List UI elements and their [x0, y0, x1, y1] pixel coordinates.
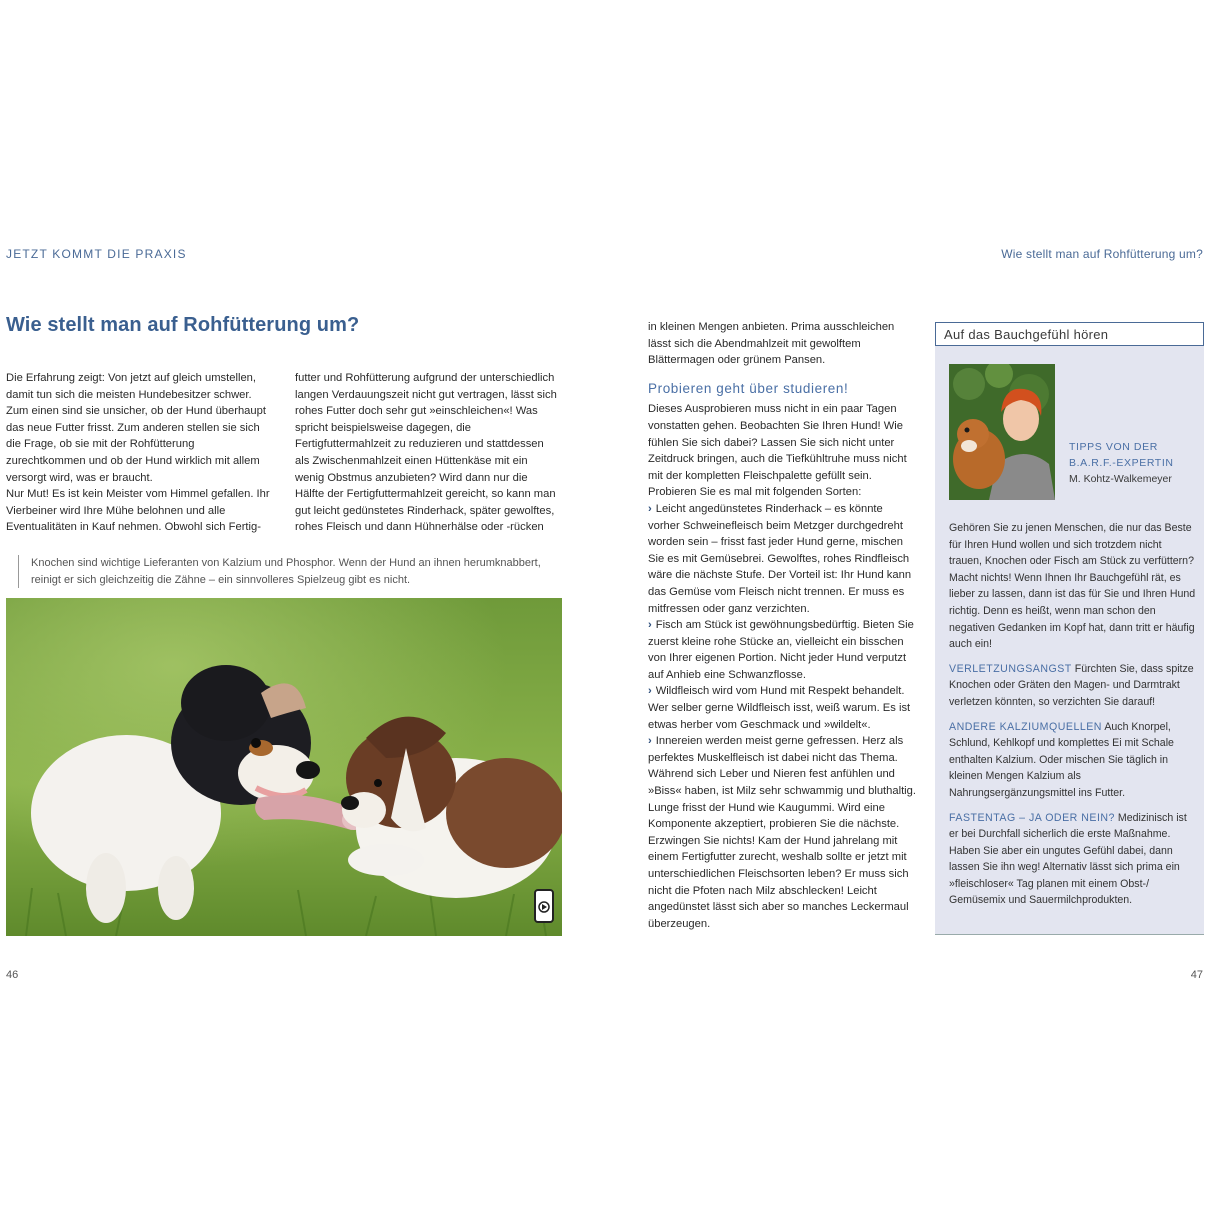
expert-role: TIPPS VON DER [1069, 441, 1158, 453]
list-item: › Fisch am Stück ist gewöhnungsbedürftig. Bieten Sie zuerst kleine rohe Stücke an, vielleicht ein bisschen von Ihrer eigenen Portion. Nicht jeder Hund verputzt auf Anhieb eine Schwanzflosse. [648, 619, 914, 681]
tip-item: VERLETZUNGSANGST Fürchten Sie, dass spitze Knochen oder Gräten den Magen- und Darmtrakt verletzen könnten, so verzichten Sie darauf! [949, 662, 1194, 708]
puppies-photo [6, 598, 562, 936]
paragraph: futter und Rohfütterung aufgrund der unterschiedlich langen Verdauungszeit nicht gut vertragen, lässt sich rohes Futter doch sehr gut »einschleichen«! Was spricht beispielsweise dagegen, die Fertigfuttermahlzeit zu reduzieren und stattdessen als Zwischenmahlzeit einen Hüttenkäse mit ein wenig Obstmus anzubieten? Wird dann nur die Hälfte der Fertigfuttermahlzeit gereicht, so kann man gut leicht gedünstetes Rinderhack, später gewolftes, rohes Fleisch und dann Hühnerhälse oder -rücken [295, 372, 557, 534]
page-title: Wie stellt man auf Rohfütterung um? [6, 314, 360, 336]
text-column-3 [648, 319, 916, 932]
running-head-left: JETZT KOMMT DIE PRAXIS [6, 247, 187, 261]
page-number-left: 46 [6, 969, 19, 981]
tip-keyword: FASTENTAG – JA ODER NEIN? [949, 811, 1115, 824]
text-column-1 [6, 370, 270, 536]
list-item: › Wildfleisch wird vom Hund mit Respekt behandelt. Wer selber gerne Wildfleisch isst, weiß warum. Es ist etwas herber vom Geschmack und »wildelt«. [648, 685, 911, 731]
list-item: › Innereien werden meist gerne gefressen. Herz als perfektes Muskelfleisch ist dabei nicht das Thema. Während sich Leber und Nieren fest anfühlen und »Biss« haben, ist Milz sehr schwammig und bluthaltig. Lunge frisst der Hund wie Kaugummi. Wird eine Komponente akzeptiert, probieren Sie die nächste. Erzwingen Sie nichts! Kam der Hund jahrelang mit einem Fertigfutter zurecht, weshalb sollte er jetzt mit unterschiedlichen Fleischsorten leben? Er muss sich nicht die Pfoten nach Milz abschlecken! Leicht angedünstet lässt sich aber so manches Leckermaul überzeugen. [648, 735, 917, 930]
expert-portrait [949, 364, 1055, 500]
sidebar-intro: Gehören Sie zu jenen Menschen, die nur das Beste für Ihren Hund wollen und sich trotzdem nicht trauen, Knochen oder Fisch am Stück zu verfüttern? Macht nichts! Wenn Ihnen Ihr Bauchgefühl rät, es lieber zu lassen, dann ist das für Sie und Ihren Hund richtig. Denn es heißt, wenn man schon den negativen Gedanken im Kopf hat, dann tritt er häufig auch ein! [949, 522, 1196, 651]
text-column-2 [295, 370, 559, 536]
list-item: › Leicht angedünstetes Rinderhack – es könnte vorher Schweinefleisch beim Metzger durchgedreht worden sein – frisst fast jeder Hund gerne, mischen Sie es mit Gemüsebrei. Gewolftes, rohes Rindfleisch wäre die nächste Stufe. Der Vorteil ist: Ihr Hund kann das Gemüse vom Fleisch nicht trennen. Er muss es mitfressen oder ganz verzichten. [648, 502, 912, 615]
bullet-marker: › [648, 685, 652, 698]
bullet-marker: › [648, 619, 652, 632]
tip-keyword: VERLETZUNGSANGST [949, 662, 1072, 675]
paragraph: Die Erfahrung zeigt: Von jetzt auf gleich umstellen, damit tun sich die meisten Hundebesitzer schwer. Zum einen sind sie unsicher, ob der Hund überhaupt das neue Futter frisst. Zum anderen stellen sie sich die Frage, ob sie mit der Rohfütterung zurechtkommen und ob der Hund wirklich mit allem versorgt wird, was er braucht. [6, 372, 266, 484]
expert-credit [1069, 439, 1174, 487]
photo-caption: Knochen sind wichtige Lieferanten von Kalzium und Phosphor. Wenn der Hund an ihnen herumknabbert, reinigt er sich gleichzeitig die Zähne – ein sinnvolleres Spielzeug gibt es nicht. [18, 555, 571, 588]
expert-role: B.A.R.F.-EXPERTIN [1069, 457, 1174, 469]
tip-item: ANDERE KALZIUMQUELLEN Auch Knorpel, Schlund, Kehlkopf und komplettes Ei mit Schale enthalten Kalzium. Oder mischen Sie täglich in kleinen Mengen Kalzium als Nahrungsergänzungsmittel ins Futter. [949, 720, 1174, 799]
tip-item: FASTENTAG – JA ODER NEIN? Medizinisch ist er bei Durchfall sicherlich die erste Maßnahme. Haben Sie aber ein ungutes Gefühl dabei, dann lassen Sie ihn weg! Alternativ lässt sich prima ein »fleischloser« Tag planen mit einem Obst-/ Gemüsemix und Sauermilchprodukten. [949, 811, 1187, 907]
paragraph: Nur Mut! Es ist kein Meister vom Himmel gefallen. Ihr Vierbeiner wird Ihre Mühe belohnen und alle Eventualitäten in Kauf nehmen. Obwohl sich Fertig- [6, 488, 270, 534]
tip-keyword: ANDERE KALZIUMQUELLEN [949, 720, 1102, 733]
tip-sidebar [935, 322, 1204, 935]
section-subheading: Probieren geht über studieren! [648, 380, 849, 396]
paragraph: in kleinen Mengen anbieten. Prima ausschleichen lässt sich die Abendmahlzeit mit gewolftem Blättermagen oder grünem Pansen. [648, 321, 895, 367]
running-head-right: Wie stellt man auf Rohfütterung um? [1001, 247, 1203, 261]
bullet-marker: › [648, 735, 652, 748]
puppies-illustration [6, 598, 562, 936]
sidebar-body [949, 520, 1197, 917]
expert-name: M. Kohtz-Walkemeyer [1069, 473, 1172, 485]
bullet-marker: › [648, 502, 652, 515]
paragraph: Dieses Ausprobieren muss nicht in ein paar Tagen vonstatten gehen. Beobachten Sie Ihren Hund! Wie fühlen Sie sich dabei? Lassen Sie sich nicht unter Zeitdruck bringen, auch die Tiefkühltruhe muss nicht mit der kompletten Fleischpalette gefüllt sein. Probieren Sie es mal mit folgenden Sorten: [648, 403, 907, 499]
page-number-right: 47 [1190, 969, 1203, 981]
smartphone-icon [535, 890, 553, 922]
sidebar-title: Auf das Bauchgefühl hören [935, 322, 1204, 346]
